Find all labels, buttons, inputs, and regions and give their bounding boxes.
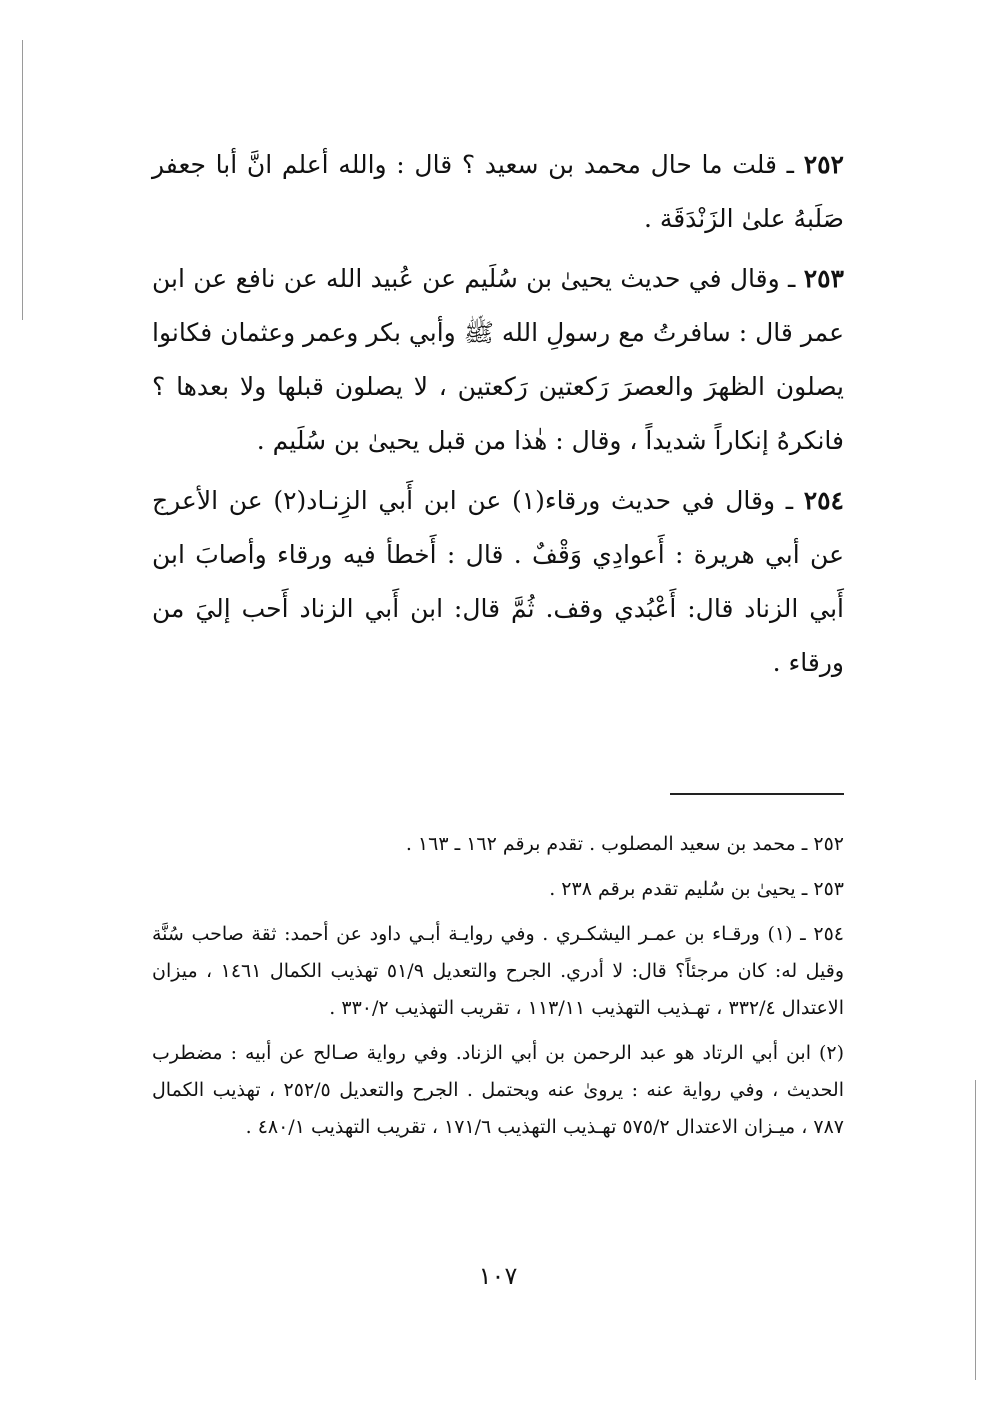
scan-mark-left <box>22 40 23 320</box>
paragraph-number: ٢٥٢ <box>803 150 844 179</box>
paragraph-254 <box>152 474 844 690</box>
page-number: ١٠٧ <box>478 1262 518 1290</box>
paragraph-253 <box>152 252 844 468</box>
scan-mark-right <box>975 1080 976 1380</box>
footnotes <box>152 826 844 1154</box>
footnote-252: ٢٥٢ ـ محمد بن سعيد المصلوب . تقدم برقم ١٦٢ ـ ١٦٣ . <box>405 833 844 855</box>
footnote-divider <box>670 793 844 795</box>
main-text <box>152 138 844 696</box>
paragraph-text: ـ وقال في حديث ورقاء(١) عن ابن أَبي الزِنـاد(٢) عن الأعرج عن أبي هريرة : أَعوادِي وَقْفٌ . قال : أَخطأ فيه ورقاء وأصابَ ابن أَبي الزناد قال: أَعْبُدي وقف. ثُمَّ قال: ابن أَبي الزناد أَحب إليَ من ورقاء . <box>152 486 844 677</box>
footnote-254-1: ٢٥٤ ـ (١) ورقـاء بن عمـر اليشكـري . وفي روايـة أبـي داود عن أحمد: ثقة صاحب سُنَّة وقيل له: كان مرجئاً؟ قال: لا أدري. الجرح والتعديل ٥١/٩ تهذيب الكمال ١٤٦١ ، ميزان الاعتدال ٣٣٢/٤ ، تهـذيب التهذيب ١١٣/١١ ، تقريب التهذيب ٣٣٠/٢ . <box>152 923 845 1019</box>
paragraph-text: ـ وقال في حديث يحيىٰ بن سُلَيم عن عُبيد الله عن نافع عن ابن عمر قال : سافرتُ مع رسولِ الله ﷺ وأبي بكر وعمر وعثمان فكانوا يصلون الظهرَ والعصرَ رَكعتين رَكعتين ، لا يصلون قبلها ولا بعدها ؟ فانكرهُ إنكاراً شديداً ، وقال : هٰذا من قبل يحيىٰ بن سُلَيم . <box>152 264 844 455</box>
footnote-254-2: (٢) ابن أبي الرتاد هو عبد الرحمن بن أبي الزناد. وفي رواية صـالح عن أبيه : مضطرب الحديث ، وفي رواية عنه : يروىٰ عنه ويحتمل . الجرح والتعديل ٢٥٢/٥ ، تهذيب الكمال ٧٨٧ ، ميـزان الاعتدال ٥٧٥/٢ تهـذيب التهذيب ١٧١/٦ ، تقريب التهذيب ٤٨٠/١ . <box>152 1042 844 1138</box>
paragraph-number: ٢٥٣ <box>803 264 844 293</box>
paragraph-252 <box>152 138 844 246</box>
footnote-253: ٢٥٣ ـ يحيىٰ بن سُليم تقدم برقم ٢٣٨ . <box>549 878 844 900</box>
paragraph-text: ـ قلت ما حال محمد بن سعيد ؟ قال : والله أعلم انَّ أبا جعفر صَلَبهُ علىٰ الزَنْدَقَة . <box>152 150 844 233</box>
paragraph-number: ٢٥٤ <box>803 486 844 515</box>
